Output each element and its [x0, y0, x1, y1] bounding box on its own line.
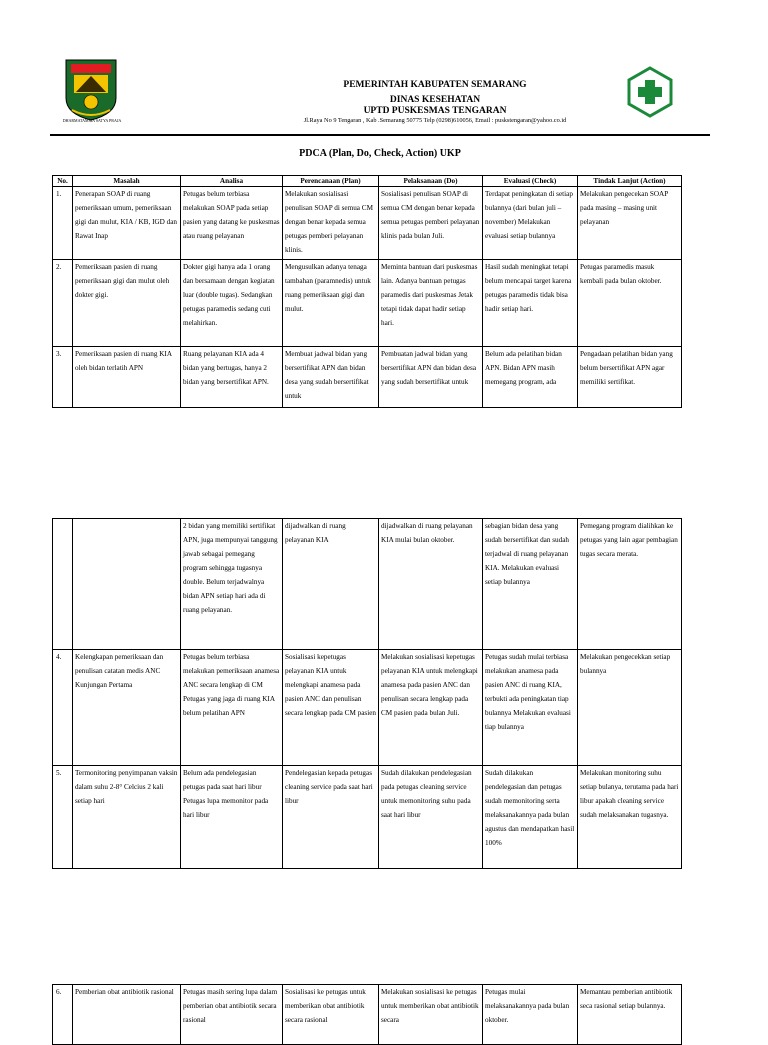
col-header-check: Evaluasi (Check): [483, 176, 578, 187]
puskesmas-logo-icon: [624, 66, 676, 118]
cell-check: Petugas mulai melaksanakannya pada bulan oktober.: [483, 985, 578, 1045]
cell-masalah: Penerapan SOAP di ruang pemeriksaan umum, pemeriksaan gigi dan mulut, KIA / KB, IGD dan Rawat Inap: [73, 187, 181, 260]
kabupaten-semarang-logo-icon: [62, 58, 120, 122]
table-header-row: [53, 176, 682, 187]
col-header-analisa: Analisa: [181, 176, 283, 187]
cell-analisa: Petugas belum terbiasa melakukan SOAP pada setiap pasien yang datang ke puskesmas atau ruang pelayanan: [181, 187, 283, 260]
cell-do: dijadwalkan di ruang pelayanan KIA mulai bulan oktober.: [379, 519, 483, 650]
cell-action: Pemegang program dialihkan ke petugas yang lain agar pembagian tugas secara merata.: [578, 519, 682, 650]
cell-action: Melakukan pengecekkan setiap bulannya: [578, 650, 682, 766]
cell-analisa: Belum ada pendelegasian petugas pada saat hari libur Petugas lupa memonitor pada hari libur: [181, 766, 283, 869]
row-number: 3.: [53, 347, 73, 408]
cell-plan: Pendelegasian kepada petugas cleaning service pada saat hari libur: [283, 766, 379, 869]
col-header-action: Tindak Lanjut (Action): [578, 176, 682, 187]
cell-check: sebagian bidan desa yang sudah bersertifikat dan sudah terjadwal di ruang pelayanan KIA. Melakukan evaluasi setiap bulannya: [483, 519, 578, 650]
row-number: [53, 519, 73, 650]
cell-masalah: Termonitoring penyimpanan vaksin dalam suhu 2-8° Celcius 2 kali setiap hari: [73, 766, 181, 869]
cell-plan: Mengusulkan adanya tenaga tambahan (paramnedis) untuk ruang pemeriksaan gigi dan mulut.: [283, 260, 379, 347]
table-row: [53, 347, 682, 408]
table-row: [53, 519, 682, 650]
document-title: PDCA (Plan, Do, Check, Action) UKP: [299, 148, 461, 159]
header-address: Jl.Raya No 9 Tengaran , Kab .Semarang 50775 Telp (0298)610056, Email : puskstengaran@yahoo.co.id: [303, 117, 567, 124]
cell-do: Sudah dilakukan pendelegasian pada petugas cleaning service untuk memonitoring suhu pada saat hari libur: [379, 766, 483, 869]
cell-do: Pembuatan jadwal bidan yang bersertifikat APN dan bidan desa yang sudah bersertifikat untuk: [379, 347, 483, 408]
cell-check: Belum ada pelatihan bidan APN. Bidan APN masih memegang program, ada: [483, 347, 578, 408]
cell-check: Petugas sudah mulai terbiasa melakukan anamesa pada pasien ANC di ruang KIA, terbukti ada peningkatan tiap bulannya Melakukan evaluasi tiap bulannya: [483, 650, 578, 766]
cell-check: Hasil sudah meningkat tetapi belum mencapai target karena petugas paramedis tidak bisa hadir setiap hari.: [483, 260, 578, 347]
row-number: 5.: [53, 766, 73, 869]
cell-do: Melakukan sosialisasi ke petugas untuk memberikan obat antibiotik secara: [379, 985, 483, 1045]
logo-caption: DHARMATAMMA SATYA PRAJA: [62, 118, 122, 123]
cell-masalah: Kelengkapan pemeriksaan dan penulisan catatan medis ANC Kunjungan Pertama: [73, 650, 181, 766]
cell-check: Terdapat peningkatan di setiap bulannya (dari bulan juli – november) Melakukan evaluasi setiap bulannya: [483, 187, 578, 260]
header-unit: UPTD PUSKESMAS TENGARAN: [363, 106, 507, 116]
cell-analisa: 2 bidan yang memiliki sertifikat APN, juga mempunyai tanggung jawab sebagai pemegang program sehingga tugasnya double. Belum terjadwalnya bidan APN setiap hari ada di ruang pelayanan.: [181, 519, 283, 650]
cell-do: Meminta bantuan dari puskesmas lain. Adanya bantuan petugas paramedis dari puskesmas Jetak tetapi tidak dapat hadir setiap hari.: [379, 260, 483, 347]
pdca-table-page-1: [52, 175, 682, 408]
cell-masalah: Pemeriksaan pasien di ruang KIA oleh bidan terlatih APN: [73, 347, 181, 408]
cell-plan: dijadwalkan di ruang pelayanan KIA: [283, 519, 379, 650]
table-row: [53, 187, 682, 260]
cell-plan: Melakukan sosialisasi penulisan SOAP di semua CM dengan benar kepada semua petugas pemberi pelayanan klinis.: [283, 187, 379, 260]
cell-check: Sudah dilakukan pendelegasian dan petugas sudah memonitoring serta melaksanakannya pada bulan agustus dan mendapatkan hasil 100%: [483, 766, 578, 869]
cell-analisa: Petugas belum terbiasa melakukan pemeriksaan anamesa ANC secara lengkap di CM Petugas yang jaga di ruang KIA belum pelatihan APN: [181, 650, 283, 766]
col-header-plan: Perencanaan (Plan): [283, 176, 379, 187]
header-agency: DINAS KESEHATAN: [389, 95, 481, 105]
pdca-table-page-3: [52, 984, 682, 1045]
row-number: 4.: [53, 650, 73, 766]
col-header-no: No.: [53, 176, 73, 187]
table-row: [53, 650, 682, 766]
cell-analisa: Dokter gigi hanya ada 1 orang dan bersamaan dengan kegiatan luar (double tugas). Sedangkan petugas paramedis sedang cuti melahirkan.: [181, 260, 283, 347]
cell-masalah: [73, 519, 181, 650]
table-row: [53, 260, 682, 347]
cell-action: Melakukan monitoring suhu setiap bulanya, terutama pada hari libur apakah cleaning service sudah melaksanakan tugasnya.: [578, 766, 682, 869]
cell-do: Sosialisasi penulisan SOAP di semua CM dengan benar kepada semua petugas pemberi pelayanan klinis pada bulan Juli.: [379, 187, 483, 260]
col-header-masalah: Masalah: [73, 176, 181, 187]
row-number: 6.: [53, 985, 73, 1045]
cell-action: Petugas paramedis masuk kembali pada bulan oktober.: [578, 260, 682, 347]
header-government: PEMERINTAH KABUPATEN SEMARANG: [343, 80, 527, 90]
cell-plan: Sosialisasi kepetugas pelayanan KIA untuk melengkapi anamesa pada pasien ANC dan penulisan secara lengkap pada CM pasien: [283, 650, 379, 766]
table-row: [53, 985, 682, 1045]
cell-plan: Sosialisasi ke petugas untuk memberikan obat antibiotik secara rasional: [283, 985, 379, 1045]
header-divider: [50, 134, 710, 136]
cell-action: Melakukan pengecekan SOAP pada masing – masing unit pelayanan: [578, 187, 682, 260]
cell-analisa: Petugas masih sering lupa dalam pemberian obat antibiotik secara rasional: [181, 985, 283, 1045]
cell-plan: Membuat jadwal bidan yang bersertifikat APN dan bidan desa yang sudah bersertifikat untuk: [283, 347, 379, 408]
col-header-do: Pelaksanaan (Do): [379, 176, 483, 187]
pdca-table-page-2: [52, 518, 682, 869]
row-number: 1.: [53, 187, 73, 260]
cell-masalah: Pemberian obat antibiotik rasional: [73, 985, 181, 1045]
cell-action: Pengadaan pelatihan bidan yang belum bersertifikat APN agar memiliki sertifikat.: [578, 347, 682, 408]
cell-masalah: Pemeriksaan pasien di ruang pemeriksaan gigi dan mulut oleh dokter gigi.: [73, 260, 181, 347]
cell-do: Melakukan sosialisasi kepetugas pelayanan KIA untuk melengkapi anamesa pada pasien ANC dan penulisan secara lengkap pada CM pasien pada bulan Juli.: [379, 650, 483, 766]
row-number: 2.: [53, 260, 73, 347]
cell-action: Memantau pemberian antibiotik seca rasional setiap bulannya.: [578, 985, 682, 1045]
cell-analisa: Ruang pelayanan KIA ada 4 bidan yang bertugas, hanya 2 bidan yang bersertifikat APN.: [181, 347, 283, 408]
table-row: [53, 766, 682, 869]
